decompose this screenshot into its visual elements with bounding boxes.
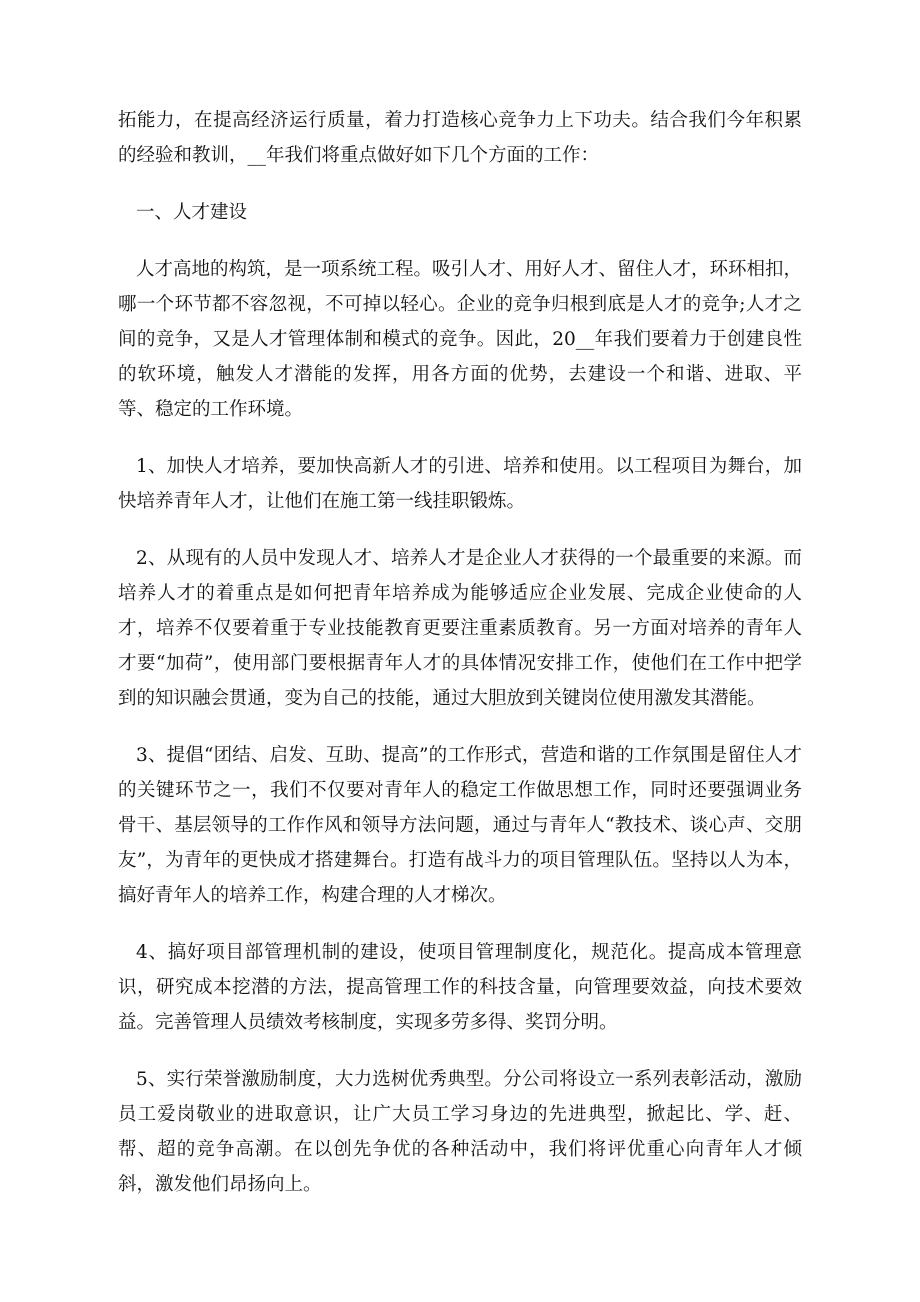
paragraph-item-2: 2、从现有的人员中发现人才、培养人才是企业人才获得的一个最重要的来源。而培养人才的着重点是如何把青年培养成为能够适应企业发展、完成企业使命的人才，培养不仅要着重于专业技能教育更要注重素质教育。另一方面对培养的青年人才要“加荷”，使用部门要根据青年人才的具体情况安排工作，使他们在工作中把学到的知识融会贯通，变为自己的技能，通过大胆放到关键岗位使用激发其潜能。 [118,548,802,709]
paragraph-intro: 拓能力，在提高经济运行质量，着力打造核心竞争力上下功夫。结合我们今年积累的经验和教训，__年我们将重点做好如下几个方面的工作： [118,110,802,166]
paragraph-talent-overview: 人才高地的构筑，是一项系统工程。吸引人才、用好人才、留住人才，环环相扣，哪一个环节都不容忽视，不可掉以轻心。企业的竞争归根到底是人才的竞争;人才之间的竞争，又是人才管理体制和模式的竞争。因此，20__年我们要着力于创建良性的软环境，触发人才潜能的发挥，用各方面的优势，去建设一个和谐、进取、平等、稳定的工作环境。 [118,259,803,420]
paragraph-item-3: 3、提倡“团结、启发、互助、提高”的工作形式，营造和谐的工作氛围是留住人才的关键环节之一，我们不仅要对青年人的稳定工作做思想工作，同时还要强调业务骨干、基层领导的工作作风和领导方法问题，通过与青年人“教技术、谈心声、交朋友”，为青年的更快成才搭建舞台。打造有战斗力的项目管理队伍。坚持以人为本，搞好青年人的培养工作，构建合理的人才梯次。 [118,745,802,906]
section-heading: 一、人才建设 [136,202,248,223]
paragraph-item-4: 4、搞好项目部管理机制的建设，使项目管理制度化，规范化。提高成本管理意识，研究成本挖潜的方法，提高管理工作的科技含量，向管理要效益，向技术要效益。完善管理人员绩效考核制度，实现多劳多得、奖罚分明。 [118,942,802,1033]
paragraph-item-5: 5、实行荣誉激励制度，大力选树优秀典型。分公司将设立一系列表彰活动，激励员工爱岗敬业的进取意识，让广大员工学习身边的先进典型，掀起比、学、赶、帮、超的竞争高潮。在以创先争优的各种活动中，我们将评优重心向青年人才倾斜，激发他们昂扬向上。 [118,1069,802,1195]
paragraph-item-1: 1、加快人才培养，要加快高新人才的引进、培养和使用。以工程项目为舞台，加快培养青年人才，让他们在施工第一线挂职锻炼。 [118,456,802,512]
